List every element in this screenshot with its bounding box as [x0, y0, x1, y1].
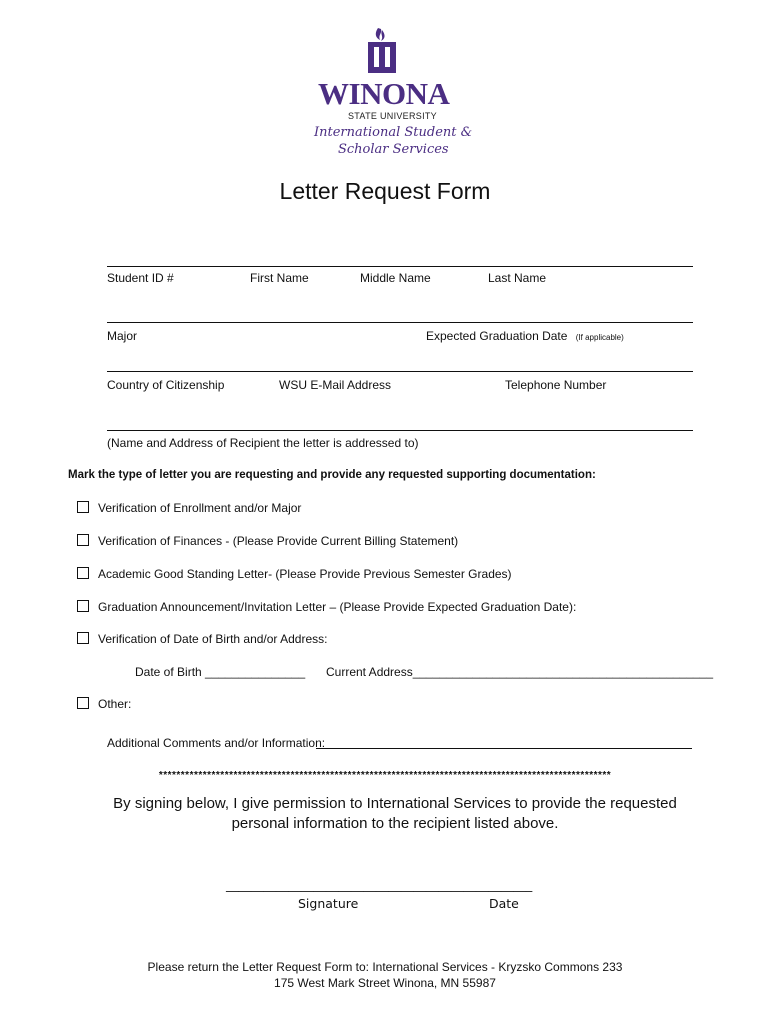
first-name-label: First Name	[250, 271, 309, 285]
student-id-label: Student ID #	[107, 271, 174, 285]
citizenship-line[interactable]	[107, 371, 693, 372]
middle-name-label: Middle Name	[360, 271, 431, 285]
instructions-text: Mark the type of letter you are requesting and provide any requested supporting documentation:	[68, 469, 596, 481]
department-line-2: Scholar Services	[338, 142, 449, 157]
recipient-line[interactable]	[107, 430, 693, 431]
comments-label: Additional Comments and/or Information:	[107, 736, 326, 750]
major-line[interactable]	[107, 322, 693, 323]
current-address-field[interactable]: Current Address_____________________________________________	[326, 665, 714, 679]
last-name-label: Last Name	[488, 271, 547, 285]
footer-line-2: 175 West Mark Street Winona, MN 55987	[274, 976, 496, 990]
checkbox[interactable]	[77, 600, 89, 612]
department-line-1: International Student &	[314, 125, 473, 140]
university-logo	[314, 26, 473, 160]
student-info-line[interactable]	[107, 266, 693, 267]
checkbox[interactable]	[77, 632, 89, 644]
footer-line-1: Please return the Letter Request Form to: International Services - Kryzsko Commons 233	[147, 960, 623, 974]
option-label: Verification of Finances - (Please Provide Current Billing Statement)	[98, 534, 459, 548]
checkbox[interactable]	[77, 501, 89, 513]
option-good-standing[interactable]	[77, 567, 512, 583]
option-dob-address[interactable]	[77, 632, 327, 648]
date-label: Date	[489, 896, 519, 911]
torch-emblem-icon	[318, 26, 446, 78]
country-label: Country of Citizenship	[107, 378, 225, 392]
recipient-label: (Name and Address of Recipient the letter is addressed to)	[107, 436, 419, 450]
date-of-birth-field[interactable]: Date of Birth _______________	[135, 665, 306, 679]
checkbox[interactable]	[77, 567, 89, 579]
expected-graduation-label	[426, 329, 624, 343]
option-label: Other:	[98, 697, 132, 711]
page-title: Letter Request Form	[279, 178, 491, 204]
option-label: Graduation Announcement/Invitation Letter – (Please Provide Expected Graduation Date):	[98, 600, 577, 614]
major-label: Major	[107, 329, 138, 343]
if-applicable-note: (If applicable)	[575, 333, 624, 342]
option-label: Academic Good Standing Letter- (Please Provide Previous Semester Grades)	[98, 567, 512, 581]
option-finances[interactable]	[77, 534, 458, 550]
option-other[interactable]	[77, 697, 131, 713]
option-enrollment[interactable]	[77, 501, 301, 517]
checkbox[interactable]	[77, 697, 89, 709]
option-label: Verification of Date of Birth and/or Address:	[98, 632, 328, 646]
footer-address	[0, 959, 770, 991]
option-label: Verification of Enrollment and/or Major	[98, 501, 302, 515]
option-graduation-letter[interactable]	[77, 600, 576, 616]
star-separator: *******************************************************************************************************	[158, 770, 612, 781]
signature-label: Signature	[298, 896, 359, 911]
signature-line[interactable]: _________________________________________________	[226, 877, 533, 892]
comments-line[interactable]	[316, 748, 692, 749]
expected-graduation-text: Expected Graduation Date	[426, 329, 568, 343]
email-label: WSU E-Mail Address	[279, 378, 392, 392]
permission-statement: By signing below, I give permission to International Services to provide the requested personal information to the recipient listed above.	[113, 795, 677, 832]
logo-subtitle: STATE UNIVERSITY	[348, 111, 437, 121]
checkbox[interactable]	[77, 534, 89, 546]
phone-label: Telephone Number	[505, 378, 607, 392]
logo-wordmark: WINONA	[318, 76, 450, 111]
